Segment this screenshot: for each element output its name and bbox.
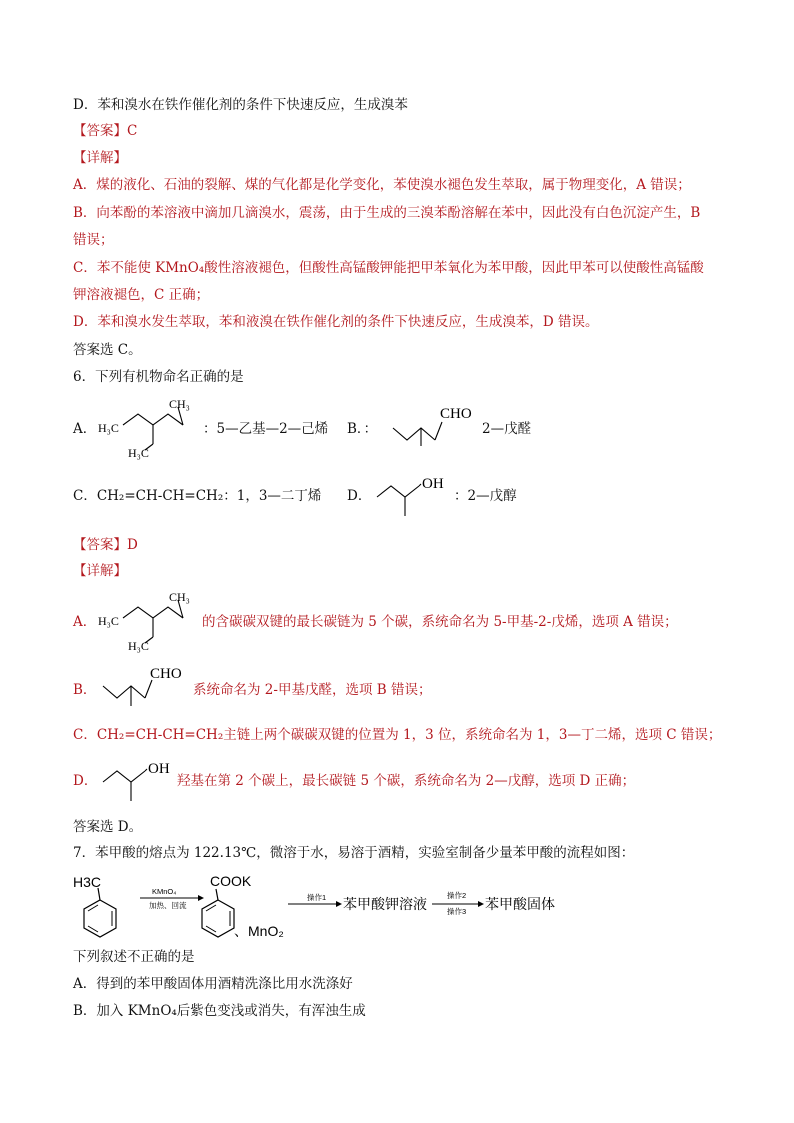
q6-explain-a-structure bbox=[95, 585, 210, 653]
q6-explain-a: 的含碳碳双键的最长碳链为 5 个碳，系统命名为 5-甲基-2-戊烯，选项 A 错误； bbox=[202, 614, 678, 630]
q6-answer: 【答案】D bbox=[73, 537, 138, 553]
ch3-label: CH₃ bbox=[169, 397, 190, 411]
q6-option-c: C．CH₂=CH-CH=CH₂：1，3—二丁烯 bbox=[73, 488, 322, 504]
potassium-benzoate-solution: 苯甲酸钾溶液 bbox=[343, 896, 427, 912]
q5-explain-b2: 错误； bbox=[73, 232, 114, 248]
q6-explain-b-structure bbox=[100, 662, 200, 712]
q7-stem: 7．苯甲酸的熔点为 122.13℃，微溶于水，易溶于酒精，实验室制备少量苯甲酸的流程如图： bbox=[73, 845, 635, 861]
q6-option-a-name: ：5—乙基—2—己烯 bbox=[203, 421, 329, 437]
toluene-h3c-label: H3C bbox=[73, 874, 102, 890]
h3c-label: H₃C bbox=[98, 421, 119, 435]
q5-explain-a: A．煤的液化、石油的裂解、煤的气化都是化学变化，苯使溴水褪色发生萃取，属于物理变化，A 错误； bbox=[73, 177, 691, 193]
q6-option-d-label: D． bbox=[347, 488, 372, 504]
q7-option-a: A．得到的苯甲酸固体用酒精洗涤比用水洗涤好 bbox=[73, 976, 353, 992]
oh-label: OH bbox=[148, 761, 170, 777]
q7-question: 下列叙述不正确的是 bbox=[73, 949, 195, 965]
reagent-bottom-label: 加热、回流 bbox=[149, 901, 187, 910]
q5-explain-b1: B．向苯酚的苯溶液中滴加几滴溴水，震荡，由于生成的三溴苯酚溶解在苯中，因此没有白色沉淀产生，B bbox=[73, 205, 701, 221]
q7-option-b: B．加入 KMnO₄后紫色变浅或消失，有浑浊生成 bbox=[73, 1003, 366, 1019]
q6-option-d-structure bbox=[374, 470, 459, 525]
benzene-ring-2 bbox=[202, 900, 234, 937]
q7-reaction-flow bbox=[70, 868, 590, 948]
cook-label: COOK bbox=[210, 873, 252, 889]
q6-stem: 6．下列有机物命名正确的是 bbox=[73, 369, 244, 385]
q6-option-b-label: B．： bbox=[347, 421, 378, 437]
q5-explain-d: D．苯和溴水发生萃取，苯和液溴在铁作催化剂的条件下快速反应，生成溴苯，D 错误。 bbox=[73, 314, 599, 330]
h3c-label-2: H₃C bbox=[128, 446, 149, 460]
cho-label: CHO bbox=[150, 666, 182, 682]
op1-label: 操作1 bbox=[307, 893, 327, 902]
q6-final-answer: 答案选 D。 bbox=[73, 819, 143, 835]
q6-option-a-label: A． bbox=[73, 421, 97, 437]
h3c-label: H₃C bbox=[98, 614, 119, 628]
q5-answer: 【答案】C bbox=[73, 123, 138, 139]
benzene-ring-1 bbox=[84, 900, 116, 937]
q5-final-answer: 答案选 C。 bbox=[73, 342, 142, 358]
q5-option-d: D．苯和溴水在铁作催化剂的条件下快速反应，生成溴苯 bbox=[73, 97, 408, 113]
q6-explain-b: 系统命名为 2-甲基戊醛，选项 B 错误； bbox=[193, 682, 432, 698]
h3c-label-2: H₃C bbox=[128, 639, 149, 653]
q6-explain-d: 羟基在第 2 个碳上，最长碳链 5 个碳，系统命名为 2—戊醇，选项 D 正确； bbox=[177, 773, 636, 789]
oh-label: OH bbox=[422, 476, 444, 492]
q5-explain-c2: 钾溶液褪色，C 正确； bbox=[73, 287, 210, 303]
q6-explain-a-label: A． bbox=[73, 614, 97, 630]
q5-detail-tag: 【详解】 bbox=[73, 150, 127, 166]
q6-explain-c: C．CH₂=CH-CH=CH₂主链上两个碳碳双键的位置为 1，3 位，系统命名为 1，3—丁二烯，选项 C 错误； bbox=[73, 727, 722, 743]
op3-label: 操作3 bbox=[447, 907, 467, 916]
q6-option-b-structure bbox=[390, 400, 490, 450]
q5-explain-c1: C．苯不能使 KMnO₄酸性溶液褪色，但酸性高锰酸钾能把甲苯氧化为苯甲酸，因此甲苯可以使酸性高锰酸 bbox=[73, 260, 704, 276]
q6-option-d-name: ：2—戊醇 bbox=[454, 488, 517, 504]
reagent-top-label: KMnO₄ bbox=[152, 887, 177, 896]
q6-option-a-structure bbox=[95, 392, 210, 460]
q6-detail-tag: 【详解】 bbox=[73, 563, 127, 579]
q6-explain-d-structure bbox=[100, 755, 185, 810]
cho-label: CHO bbox=[440, 406, 472, 422]
q6-option-b-name: 2—戊醛 bbox=[482, 421, 532, 437]
benzoic-acid-solid: 苯甲酸固体 bbox=[485, 896, 555, 912]
q6-explain-d-label: D． bbox=[73, 773, 98, 789]
q6-explain-b-label: B． bbox=[73, 682, 97, 698]
ch3-label: CH₃ bbox=[169, 590, 190, 604]
op2-label: 操作2 bbox=[447, 891, 467, 900]
mno2-label: 、MnO₂ bbox=[234, 923, 284, 939]
